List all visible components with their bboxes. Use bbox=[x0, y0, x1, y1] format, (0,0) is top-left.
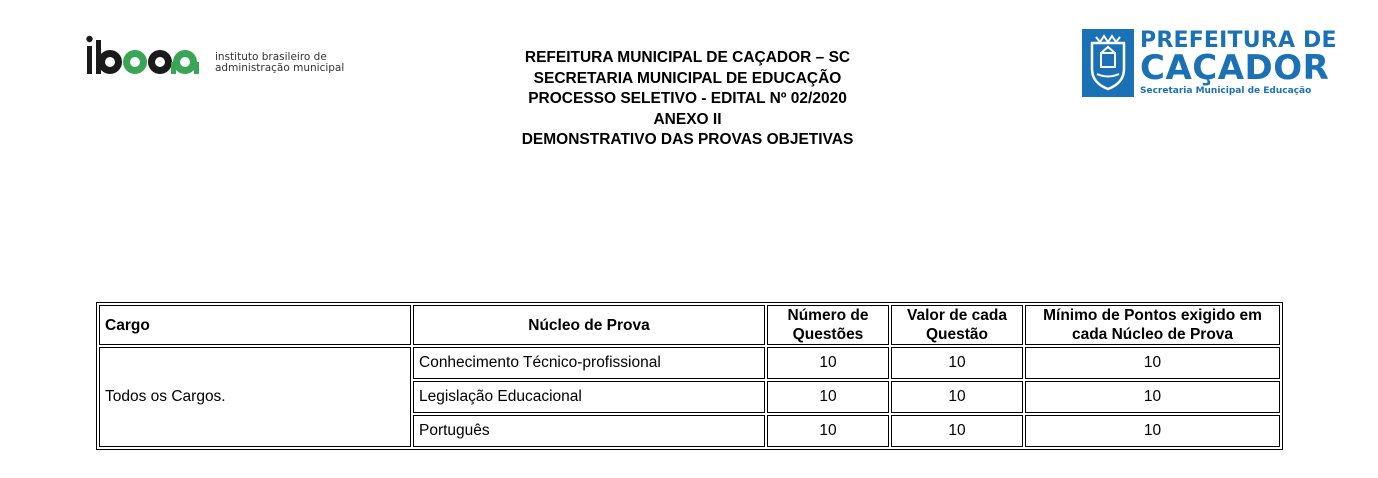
header-line-3: PROCESSO SELETIVO - EDITAL Nº 02/2020 bbox=[528, 90, 847, 107]
exam-table bbox=[96, 302, 1283, 450]
minimo-cell: 10 bbox=[1025, 347, 1280, 379]
header-minimo: Mínimo de Pontos exigido em cada Núcleo de Prova bbox=[1025, 305, 1280, 345]
header-nucleo: Núcleo de Prova bbox=[413, 305, 765, 345]
prefeitura-line3: Secretaria Municipal de Educação bbox=[1140, 86, 1312, 96]
header-numero: Número de Questões bbox=[767, 305, 889, 345]
valor-cell: 10 bbox=[891, 415, 1023, 447]
header-valor: Valor de cada Questão bbox=[891, 305, 1023, 345]
ibam-wordmark-graphic bbox=[85, 32, 207, 76]
nucleo-cell: Legislação Educacional bbox=[413, 381, 765, 413]
prefeitura-logo bbox=[1082, 29, 1337, 97]
ibam-tagline-line1: instituto brasileiro de bbox=[215, 51, 327, 63]
numero-cell: 10 bbox=[767, 347, 889, 379]
minimo-cell: 10 bbox=[1025, 415, 1280, 447]
cargo-cell: Todos os Cargos. bbox=[99, 347, 411, 447]
minimo-cell: 10 bbox=[1025, 381, 1280, 413]
header-line-1: REFEITURA MUNICIPAL DE CAÇADOR – SC bbox=[524, 49, 851, 66]
header-line-5: DEMONSTRATIVO DAS PROVAS OBJETIVAS bbox=[521, 131, 854, 148]
nucleo-cell: Conhecimento Técnico-profissional bbox=[413, 347, 765, 379]
ibam-logo bbox=[85, 32, 344, 76]
ibam-tagline-line2: administração municipal bbox=[215, 62, 345, 74]
ibam-tagline bbox=[215, 52, 344, 74]
numero-cell: 10 bbox=[767, 381, 889, 413]
prefeitura-line2: CAÇADOR bbox=[1140, 48, 1330, 88]
header-line-2: SECRETARIA MUNICIPAL DE EDUCAÇÃO bbox=[533, 69, 842, 87]
table-header-row bbox=[99, 305, 1280, 345]
header-line-4: ANEXO II bbox=[653, 110, 722, 128]
exam-table-wrapper bbox=[96, 302, 1283, 450]
numero-cell: 10 bbox=[767, 415, 889, 447]
table-row bbox=[99, 347, 1280, 379]
valor-cell: 10 bbox=[891, 347, 1023, 379]
prefeitura-wordmark bbox=[1140, 29, 1337, 97]
valor-cell: 10 bbox=[891, 381, 1023, 413]
document-header bbox=[400, 48, 975, 151]
header-cargo: Cargo bbox=[99, 305, 411, 345]
nucleo-cell: Português bbox=[413, 415, 765, 447]
prefeitura-line1: PREFEITURA DE bbox=[1140, 28, 1337, 53]
city-crest-icon bbox=[1082, 29, 1134, 97]
